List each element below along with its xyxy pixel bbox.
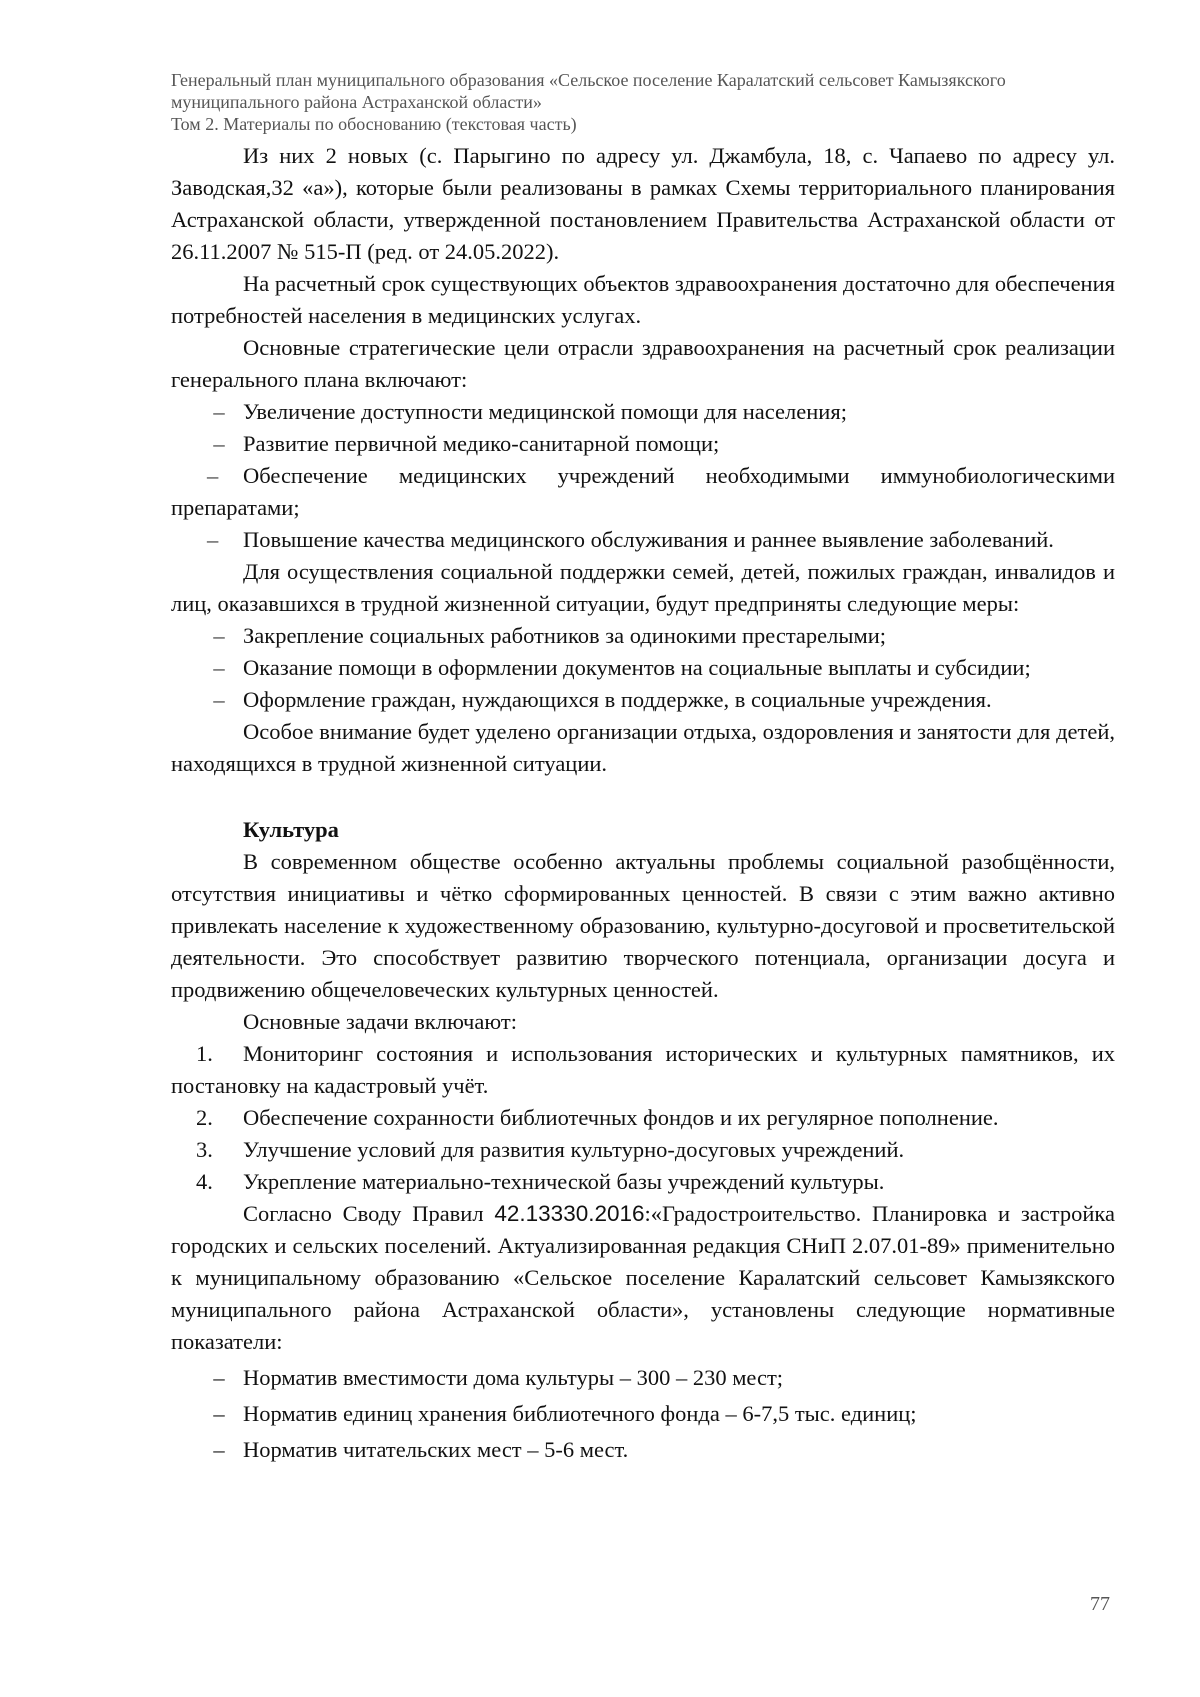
paragraph: Основные стратегические цели отрасли здравоохранения на расчетный срок реализации генерального плана включают:: [171, 335, 1115, 392]
numbered-item: [171, 1166, 1115, 1198]
list-item-text: Увеличение доступности медицинской помощи для населения;: [243, 399, 847, 424]
dash-bullet: –: [213, 623, 225, 648]
paragraph-text: :«Градостроительство. Планировка и застройка городских и сельских поселений. Актуализированная редакция СНиП 2.07.01-89» применительно к муниципальному образованию «Сельское поселение Каралатский сельсовет Камызякского муниципального района Астраханской области», установлены следующие нормативные показатели:: [171, 1201, 1115, 1354]
paragraph: Основные задачи включают:: [243, 1009, 517, 1034]
item-number: 3.: [196, 1137, 213, 1162]
running-header: [171, 69, 1131, 135]
dash-bullet: –: [213, 1437, 225, 1462]
list-item: [171, 652, 1115, 684]
code-reference: 42.13330.2016: [494, 1201, 645, 1226]
dash-bullet: –: [213, 1365, 225, 1390]
list-item: [171, 620, 1115, 652]
list-item: [171, 1362, 1115, 1394]
header-line-2: муниципального района Астраханской области»: [171, 92, 542, 112]
paragraph: На расчетный срок существующих объектов здравоохранения достаточно для обеспечения потребностей населения в медицинских услугах.: [171, 271, 1115, 328]
dash-bullet: –: [213, 687, 225, 712]
item-number: 4.: [196, 1169, 213, 1194]
list-item-text: Мониторинг состояния и использования исторических и культурных памятников, их постановку на кадастровый учёт.: [171, 1041, 1115, 1098]
list-item: [171, 1398, 1115, 1430]
list-item-text: Улучшение условий для развития культурно-досуговых учреждений.: [243, 1137, 905, 1162]
list-item-text: Закрепление социальных работников за одинокими престарелыми;: [243, 623, 887, 648]
header-line-1: Генеральный план муниципального образования «Сельское поселение Каралатский сельсовет Камызякского: [171, 70, 1006, 90]
list-item-text: Норматив единиц хранения библиотечного фонда – 6-7,5 тыс. единиц;: [243, 1401, 917, 1426]
paragraph-text: Согласно Своду Правил: [243, 1201, 495, 1226]
section-heading: Культура: [243, 817, 339, 842]
list-item: – Повышение качества медицинского обслуживания и раннее выявление заболеваний.: [207, 527, 1054, 552]
item-number: 2.: [196, 1105, 213, 1130]
list-item-text: Оформление граждан, нуждающихся в поддержке, в социальные учреждения.: [243, 687, 992, 712]
dash-bullet: –: [213, 1401, 225, 1426]
list-item-text: Укрепление материально-технической базы учреждений культуры.: [243, 1169, 885, 1194]
list-item: [171, 396, 1115, 428]
list-item-text: Развитие первичной медико-санитарной помощи;: [243, 431, 720, 456]
list-item: – Обеспечение медицинских учреждений необходимыми иммунобиологическими препаратами;: [171, 463, 1115, 520]
list-item-text: Повышение качества медицинского обслуживания и раннее выявление заболеваний.: [243, 527, 1054, 552]
dash-bullet: –: [213, 655, 225, 680]
page-number: 77: [1090, 1593, 1110, 1615]
numbered-item: [171, 1102, 1115, 1134]
header-line-3: Том 2. Материалы по обоснованию (текстовая часть): [171, 114, 577, 134]
paragraph: Особое внимание будет уделено организации отдыха, оздоровления и занятости для детей, находящихся в трудной жизненной ситуации.: [171, 719, 1115, 776]
dash-bullet: –: [213, 399, 225, 424]
paragraph: Для осуществления социальной поддержки семей, детей, пожилых граждан, инвалидов и лиц, оказавшихся в трудной жизненной ситуации, будут предприняты следующие меры:: [171, 559, 1115, 616]
main-text: [171, 140, 1115, 1466]
dash-bullet: –: [213, 431, 225, 456]
list-item-text: Обеспечение сохранности библиотечных фондов и их регулярное пополнение.: [243, 1105, 999, 1130]
paragraph: В современном обществе особенно актуальны проблемы социальной разобщённости, отсутствия инициативы и чётко сформированных ценностей. В связи с этим важно активно привлекать население к художественному образованию, культурно-досуговой и просветительской деятельности. Это способствует развитию творческого потенциала, организации досуга и продвижению общечеловеческих культурных ценностей.: [171, 849, 1115, 1002]
paragraph: [171, 1198, 1115, 1358]
list-item: [171, 428, 1115, 460]
list-item: [171, 684, 1115, 716]
paragraph: Из них 2 новых (с. Парыгино по адресу ул. Джамбула, 18, с. Чапаево по адресу ул. Заводская,32 «а»), которые были реализованы в рамках Схемы территориального планирования Астраханской области, утвержденной постановлением Правительства Астраханской области от 26.11.2007 № 515-П (ред. от 24.05.2022).: [171, 143, 1115, 264]
list-item-text: Оказание помощи в оформлении документов на социальные выплаты и субсидии;: [243, 655, 1031, 680]
list-item: [171, 1434, 1115, 1466]
numbered-item: [171, 1134, 1115, 1166]
list-item-text: Норматив читательских мест – 5-6 мест.: [243, 1437, 629, 1462]
numbered-item: 1. Мониторинг состояния и использования исторических и культурных памятников, их постановку на кадастровый учёт.: [171, 1041, 1115, 1098]
list-item-text: Обеспечение медицинских учреждений необходимыми иммунобиологическими препаратами;: [171, 463, 1115, 520]
list-item-text: Норматив вместимости дома культуры – 300 – 230 мест;: [243, 1365, 784, 1390]
